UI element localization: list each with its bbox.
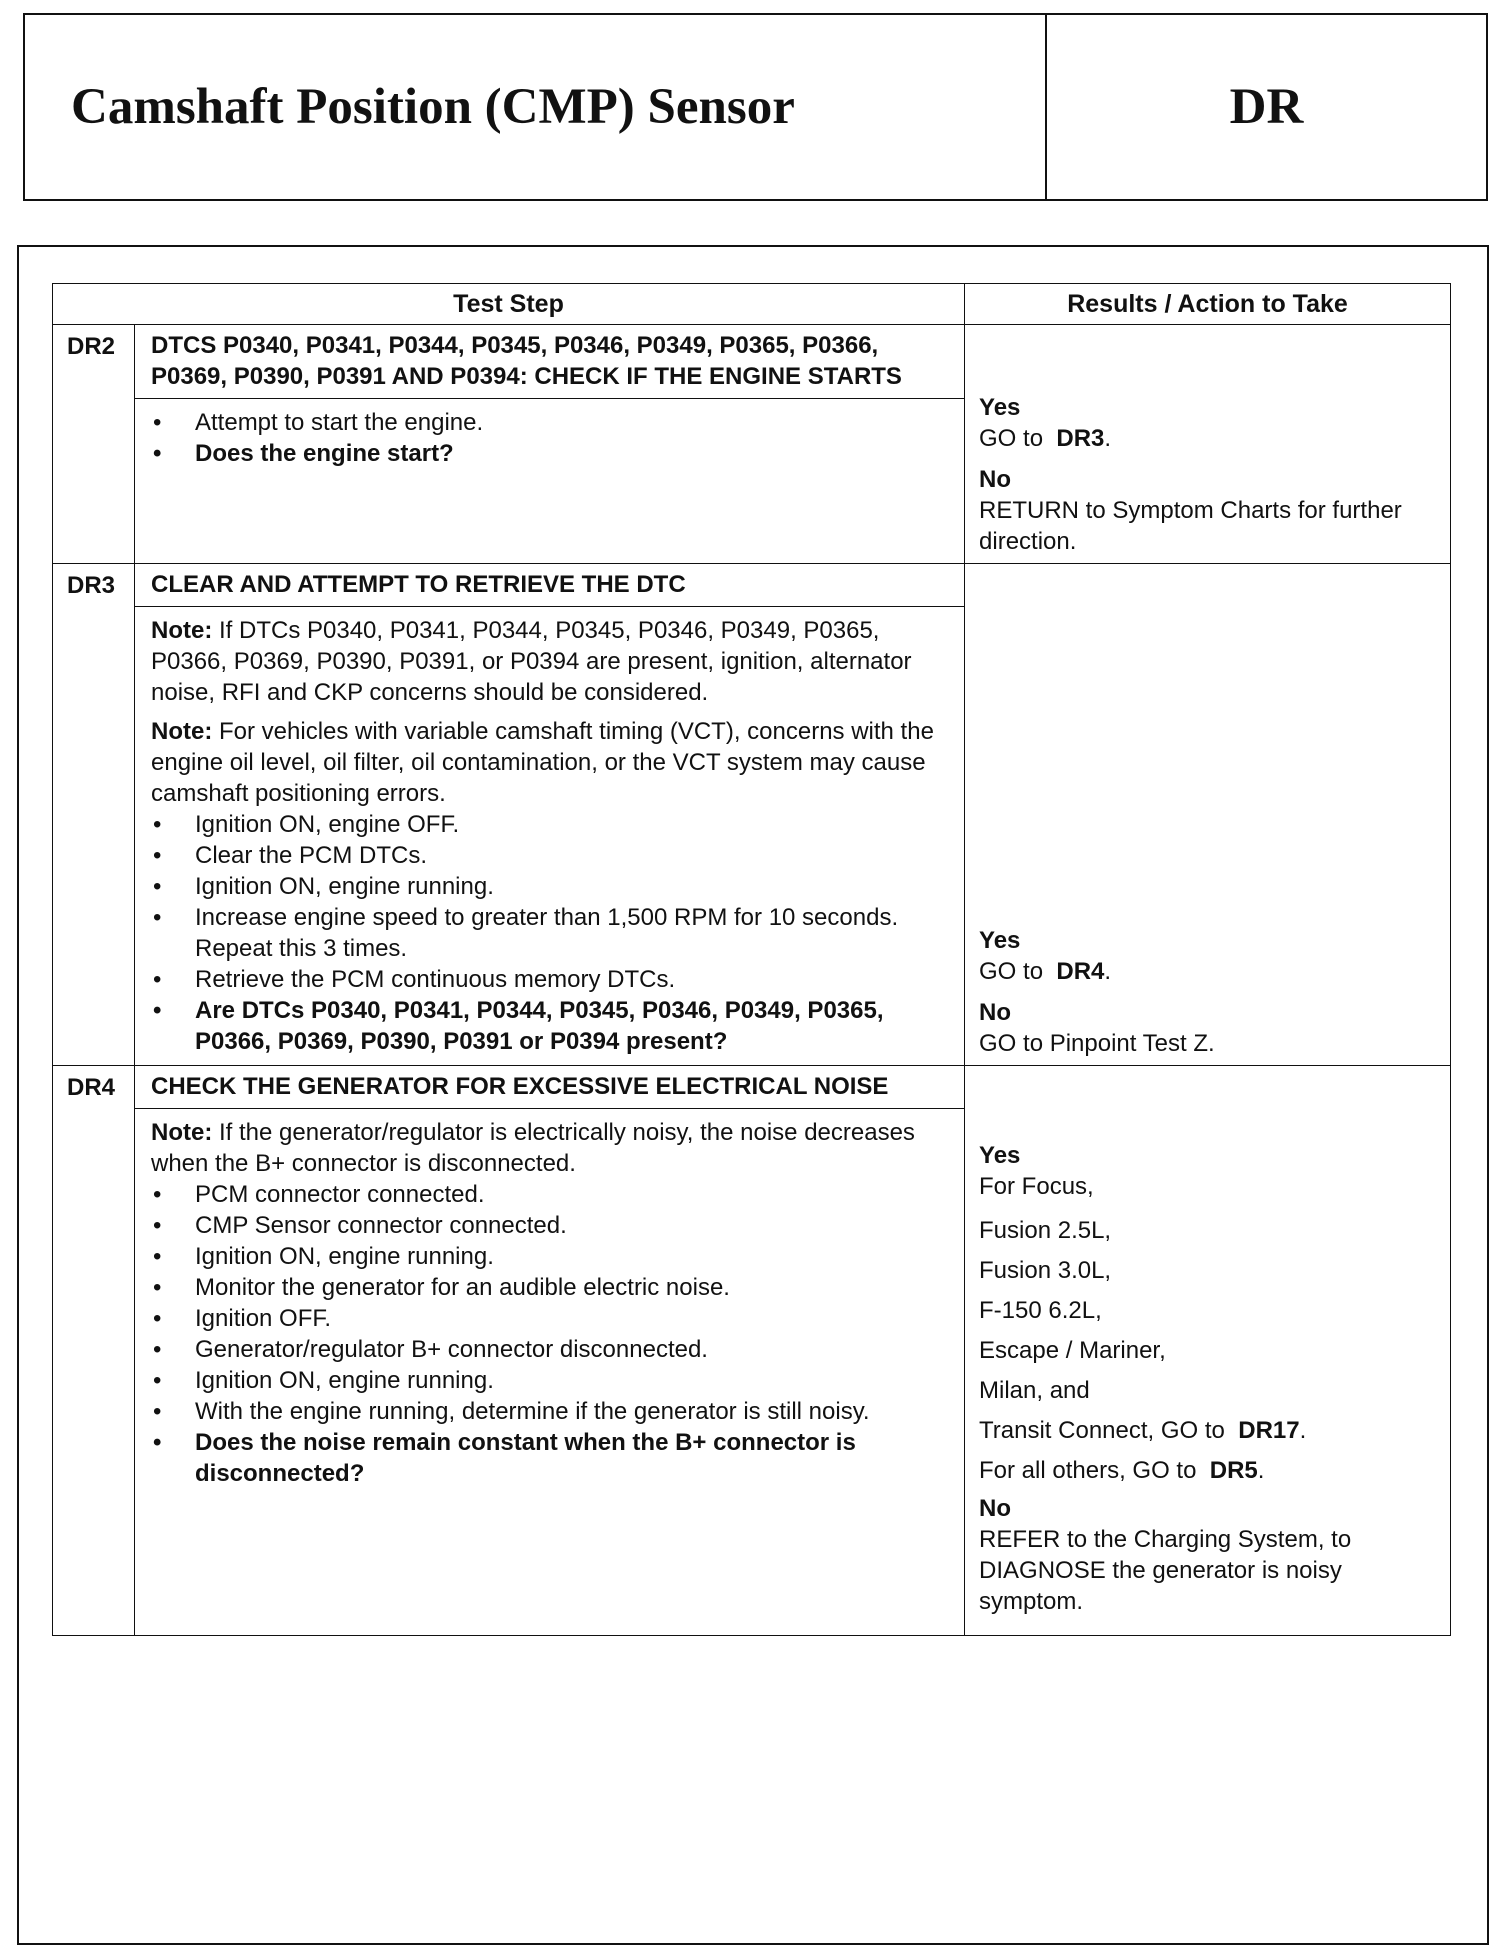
no-action: RETURN to Symptom Charts for further direction. — [979, 497, 1402, 555]
step-title: DTCS P0340, P0341, P0344, P0345, P0346, P0349, P0365, P0366, P0369, P0390, P0391 AND P0394: CHECK IF THE ENGINE STARTS — [135, 325, 965, 399]
section-code: DR — [1229, 79, 1304, 135]
step-row-dr2 — [53, 325, 1451, 399]
step-instruction: • With the engine running, determine if the generator is still noisy. — [151, 1396, 952, 1427]
step-title: CLEAR AND ATTEMPT TO RETRIEVE THE DTC — [135, 564, 965, 607]
step-id: DR2 — [53, 325, 135, 399]
step-question: • Does the engine start? — [151, 438, 952, 469]
step-instruction: • Attempt to start the engine. — [151, 407, 952, 438]
step-instruction: • Ignition ON, engine OFF. — [151, 809, 952, 840]
step-instruction: • Generator/regulator B+ connector disconnected. — [151, 1334, 952, 1365]
step-row-dr4 — [53, 1066, 1451, 1109]
step-instruction: • Increase engine speed to greater than 1,500 RPM for 10 seconds. Repeat this 3 times. — [151, 902, 952, 964]
step-instruction: • Ignition OFF. — [151, 1303, 952, 1334]
step-title: CHECK THE GENERATOR FOR EXCESSIVE ELECTRICAL NOISE — [135, 1066, 965, 1109]
yes-option: Fusion 2.5L, — [979, 1217, 1112, 1244]
step-instruction: • Retrieve the PCM continuous memory DTCs. — [151, 964, 952, 995]
no-action: REFER to the Charging System, to DIAGNOSE the generator is noisy symptom. — [979, 1526, 1352, 1615]
no-label: No — [979, 1495, 1012, 1522]
yes-option: For all others, GO to DR5. — [979, 1457, 1265, 1484]
column-header-results: Results / Action to Take — [965, 284, 1451, 325]
yes-action: GO to DR4. — [979, 958, 1112, 985]
step-reference: DR5 — [1209, 1457, 1258, 1484]
step-instruction: • Clear the PCM DTCs. — [151, 840, 952, 871]
yes-option: Milan, and — [979, 1377, 1090, 1404]
step-note: Note: If DTCs P0340, P0341, P0344, P0345, P0346, P0349, P0365, P0366, P0369, P0390, P0391, or P0394 are present, ignition, alternator noise, RFI and CKP concerns should be considered. — [151, 617, 912, 706]
no-label: No — [979, 466, 1012, 493]
step-body — [135, 399, 965, 564]
column-header-test-step: Test Step — [53, 284, 965, 325]
step-instruction: • Ignition ON, engine running. — [151, 871, 952, 902]
step-reference: DR17 — [1238, 1417, 1300, 1444]
step-body — [135, 1109, 965, 1636]
step-row-dr3 — [53, 564, 1451, 607]
step-note: Note: If the generator/regulator is electrically noisy, the noise decreases when the B+ connector is disconnected. — [151, 1119, 915, 1177]
yes-option: Fusion 3.0L, — [979, 1257, 1112, 1284]
step-instruction: • Monitor the generator for an audible electric noise. — [151, 1272, 952, 1303]
step-reference: DR3 — [1056, 425, 1105, 452]
step-id: DR3 — [53, 564, 135, 607]
step-id: DR4 — [53, 1066, 135, 1109]
yes-option: Transit Connect, GO to DR17. — [979, 1417, 1307, 1444]
yes-label: Yes — [979, 927, 1021, 954]
yes-label: Yes — [979, 1142, 1021, 1169]
no-action: GO to Pinpoint Test Z. — [979, 1030, 1215, 1057]
yes-option: Escape / Mariner, — [979, 1337, 1166, 1364]
step-instruction: • Ignition ON, engine running. — [151, 1241, 952, 1272]
yes-label: Yes — [979, 394, 1021, 421]
step-reference: DR4 — [1056, 958, 1105, 985]
page-header — [23, 13, 1488, 201]
step-instruction: • Ignition ON, engine running. — [151, 1365, 952, 1396]
page-title: Camshaft Position (CMP) Sensor — [71, 79, 795, 135]
step-instruction: • PCM connector connected. — [151, 1179, 952, 1210]
step-results — [965, 564, 1451, 1066]
step-body — [135, 607, 965, 1066]
step-question: • Does the noise remain constant when the B+ connector is disconnected? — [151, 1427, 952, 1489]
step-note: Note: For vehicles with variable camshaft timing (VCT), concerns with the engine oil level, oil filter, oil contamination, or the VCT system may cause camshaft positioning errors. — [151, 718, 934, 807]
step-results — [965, 1066, 1451, 1636]
yes-option: For Focus, — [979, 1173, 1094, 1200]
no-label: No — [979, 999, 1012, 1026]
yes-option: F-150 6.2L, — [979, 1297, 1102, 1324]
yes-action: GO to DR3. — [979, 425, 1112, 452]
step-question: • Are DTCs P0340, P0341, P0344, P0345, P0346, P0349, P0365, P0366, P0369, P0390, P0391 or P0394 present? — [151, 995, 952, 1057]
step-results — [965, 325, 1451, 564]
step-instruction: • CMP Sensor connector connected. — [151, 1210, 952, 1241]
table-header-row — [53, 284, 1451, 325]
test-step-table — [52, 283, 1451, 1636]
